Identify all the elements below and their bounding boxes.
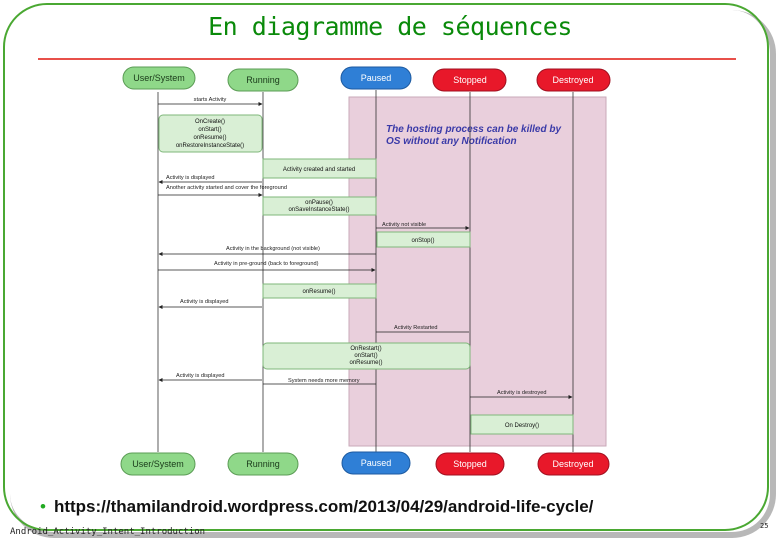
svg-text:Activity in pre-ground (back t: Activity in pre-ground (back to foreground)	[214, 261, 319, 267]
svg-text:System needs more memory: System needs more memory	[288, 378, 360, 384]
svg-text:onStop(): onStop()	[411, 238, 435, 244]
box-onresume	[263, 284, 376, 298]
page-number: 25	[760, 522, 769, 530]
box-created-started	[263, 159, 376, 178]
svg-text:Activity is displayed: Activity is displayed	[176, 373, 225, 379]
svg-text:Paused: Paused	[360, 458, 392, 468]
footer-label: Android_Activity_Intent_Introduction	[10, 527, 206, 537]
svg-text:onStart(): onStart()	[198, 127, 222, 133]
svg-text:Activity Restarted: Activity Restarted	[394, 325, 438, 331]
header-running-bottom	[228, 453, 298, 475]
box-onpause	[263, 197, 376, 215]
svg-text:onResume(): onResume()	[302, 289, 336, 295]
source-link[interactable]: https://thamilandroid.wordpress.com/2013/04/29/android-life-cycle/	[53, 497, 594, 516]
svg-text:onStart(): onStart()	[354, 353, 378, 359]
svg-text:Activity in the background (no: Activity in the background (not visible)	[226, 246, 320, 252]
svg-text:Running: Running	[246, 75, 280, 85]
svg-text:onResume(): onResume()	[349, 360, 383, 366]
svg-text:Stopped: Stopped	[453, 459, 487, 469]
slide-title: En diagramme de séquences	[208, 12, 572, 41]
note-line-1: The hosting process can be killed by	[386, 124, 562, 135]
msg-activity-displayed-1	[159, 175, 262, 182]
svg-text:onRestoreInstanceState(): onRestoreInstanceState()	[175, 143, 245, 149]
svg-text:Stopped: Stopped	[453, 75, 487, 85]
svg-text:Activity is displayed: Activity is displayed	[166, 175, 215, 181]
svg-text:starts Activity: starts Activity	[193, 97, 227, 103]
box-ondestroy	[471, 415, 573, 434]
svg-text:Activity created and started: Activity created and started	[282, 167, 356, 173]
msg-system-needs-memory	[263, 378, 376, 384]
svg-text:User/System: User/System	[132, 459, 184, 469]
msg-activity-displayed-3	[159, 373, 262, 380]
msg-background	[159, 246, 376, 254]
header-paused-bottom	[342, 452, 410, 474]
svg-text:Destroyed: Destroyed	[552, 75, 594, 85]
svg-text:On Destroy(): On Destroy()	[504, 423, 540, 429]
note-line-2: OS without any Notification	[386, 136, 517, 147]
header-stopped-top	[433, 69, 506, 91]
header-stopped-bottom	[436, 453, 504, 475]
msg-another-activity	[158, 185, 287, 195]
svg-text:User/System: User/System	[133, 73, 185, 83]
msg-starts-activity	[158, 97, 262, 104]
svg-text:Running: Running	[246, 459, 280, 469]
svg-text:OnCreate(): OnCreate()	[194, 119, 226, 125]
header-destroyed-top	[537, 69, 610, 91]
svg-text:onPause(): onPause()	[305, 200, 333, 206]
svg-text:Activity is displayed: Activity is displayed	[180, 299, 229, 305]
svg-text:Destroyed: Destroyed	[552, 459, 594, 469]
header-user-system-bottom	[121, 453, 195, 475]
kill-region	[349, 97, 606, 446]
svg-text:Paused: Paused	[360, 73, 392, 83]
svg-text:onResume(): onResume()	[193, 135, 227, 141]
svg-text:onSaveInstanceState(): onSaveInstanceState()	[288, 207, 350, 213]
header-destroyed-bottom	[538, 453, 609, 475]
bullet-dot-icon: •	[40, 497, 46, 516]
header-paused-top	[341, 67, 411, 89]
svg-text:OnRestart(): OnRestart()	[350, 346, 382, 352]
box-onrestart	[263, 343, 470, 369]
bullet-item	[40, 497, 593, 517]
box-oncreate	[159, 115, 262, 152]
svg-text:Activity is destroyed: Activity is destroyed	[497, 390, 547, 396]
header-user-system-top	[123, 67, 195, 89]
msg-activity-displayed-2	[159, 299, 262, 307]
header-running-top	[228, 69, 298, 91]
box-onstop	[377, 232, 470, 247]
msg-back-to-foreground	[158, 261, 375, 270]
svg-text:Activity not visible: Activity not visible	[382, 222, 427, 228]
svg-text:Another activity started and c: Another activity started and cover the foreground	[166, 185, 287, 191]
